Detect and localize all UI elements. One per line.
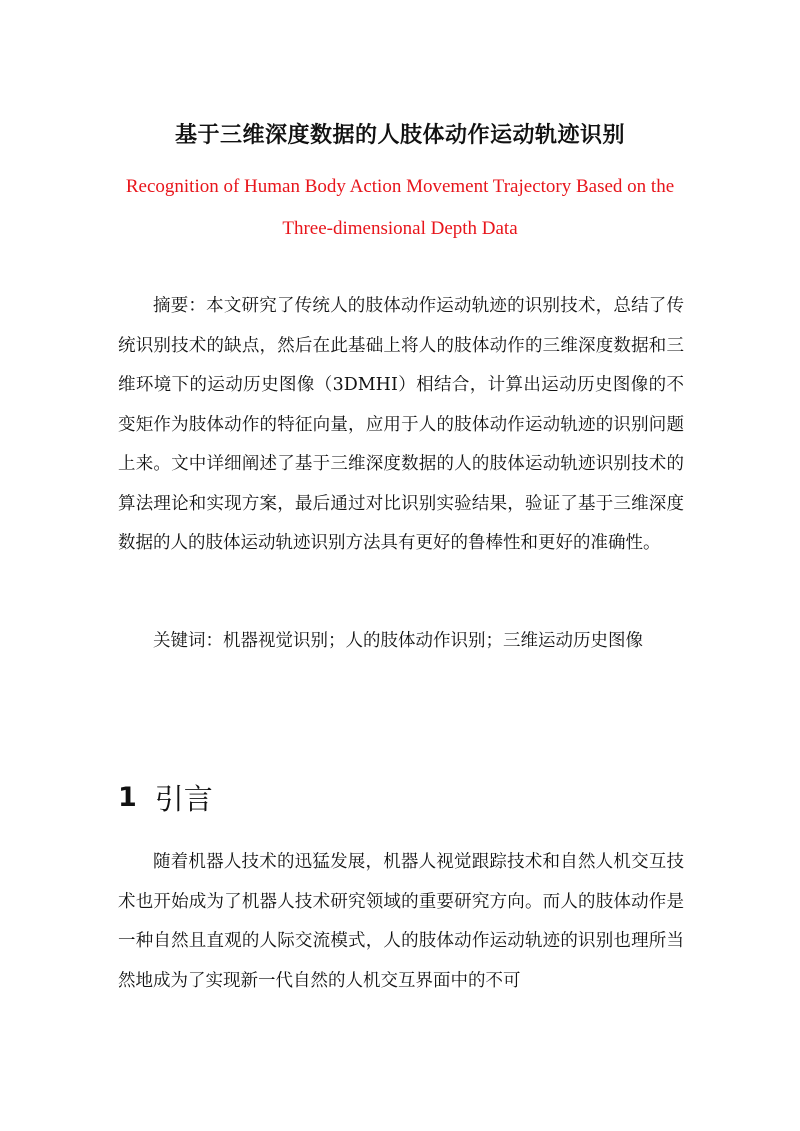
keywords-line: 关键词：机器视觉识别；人的肢体动作识别；三维运动历史图像 xyxy=(153,631,643,651)
section-number: 1 xyxy=(118,781,137,813)
abstract-text: 摘要：本文研究了传统人的肢体动作运动轨迹的识别技术，总结了传统识别技术的缺点，然后在此基础上将人的肢体动作的三维深度数据和三维环境下的运动历史图像（3DMHI）相结合，计算出运动历史图像的不变矩作为肢体动作的特征向量，应用于人的肢体动作运动轨迹的识别问题上来。文中详细阐述了基于三维深度数据的人的肢体运动轨迹识别技术的算法理论和实现方案，最后通过对比识别实验结果，验证了基于三维深度数据的人的肢体运动轨迹识别方法具有更好的鲁棒性和更好的准确性。 xyxy=(118,296,684,553)
section-title: 引言 xyxy=(154,781,213,816)
paper-title-english: Recognition of Human Body Action Movement Trajectory Based on the Three-dimensional Depth Data xyxy=(125,176,675,239)
abstract-block xyxy=(118,287,684,564)
body-paragraph: 随着机器人技术的迅猛发展，机器人视觉跟踪技术和自然人机交互技术也开始成为了机器人技术研究领域的重要研究方向。而人的肢体动作是一种自然且直观的人际交流模式，人的肢体动作运动轨迹的识别也理所当然地成为了实现新一代自然的人机交互界面中的不可 xyxy=(118,852,684,991)
paper-title-chinese: 基于三维深度数据的人肢体动作运动轨迹识别 xyxy=(174,122,625,148)
section-heading xyxy=(118,775,213,819)
section-body xyxy=(118,843,684,1001)
